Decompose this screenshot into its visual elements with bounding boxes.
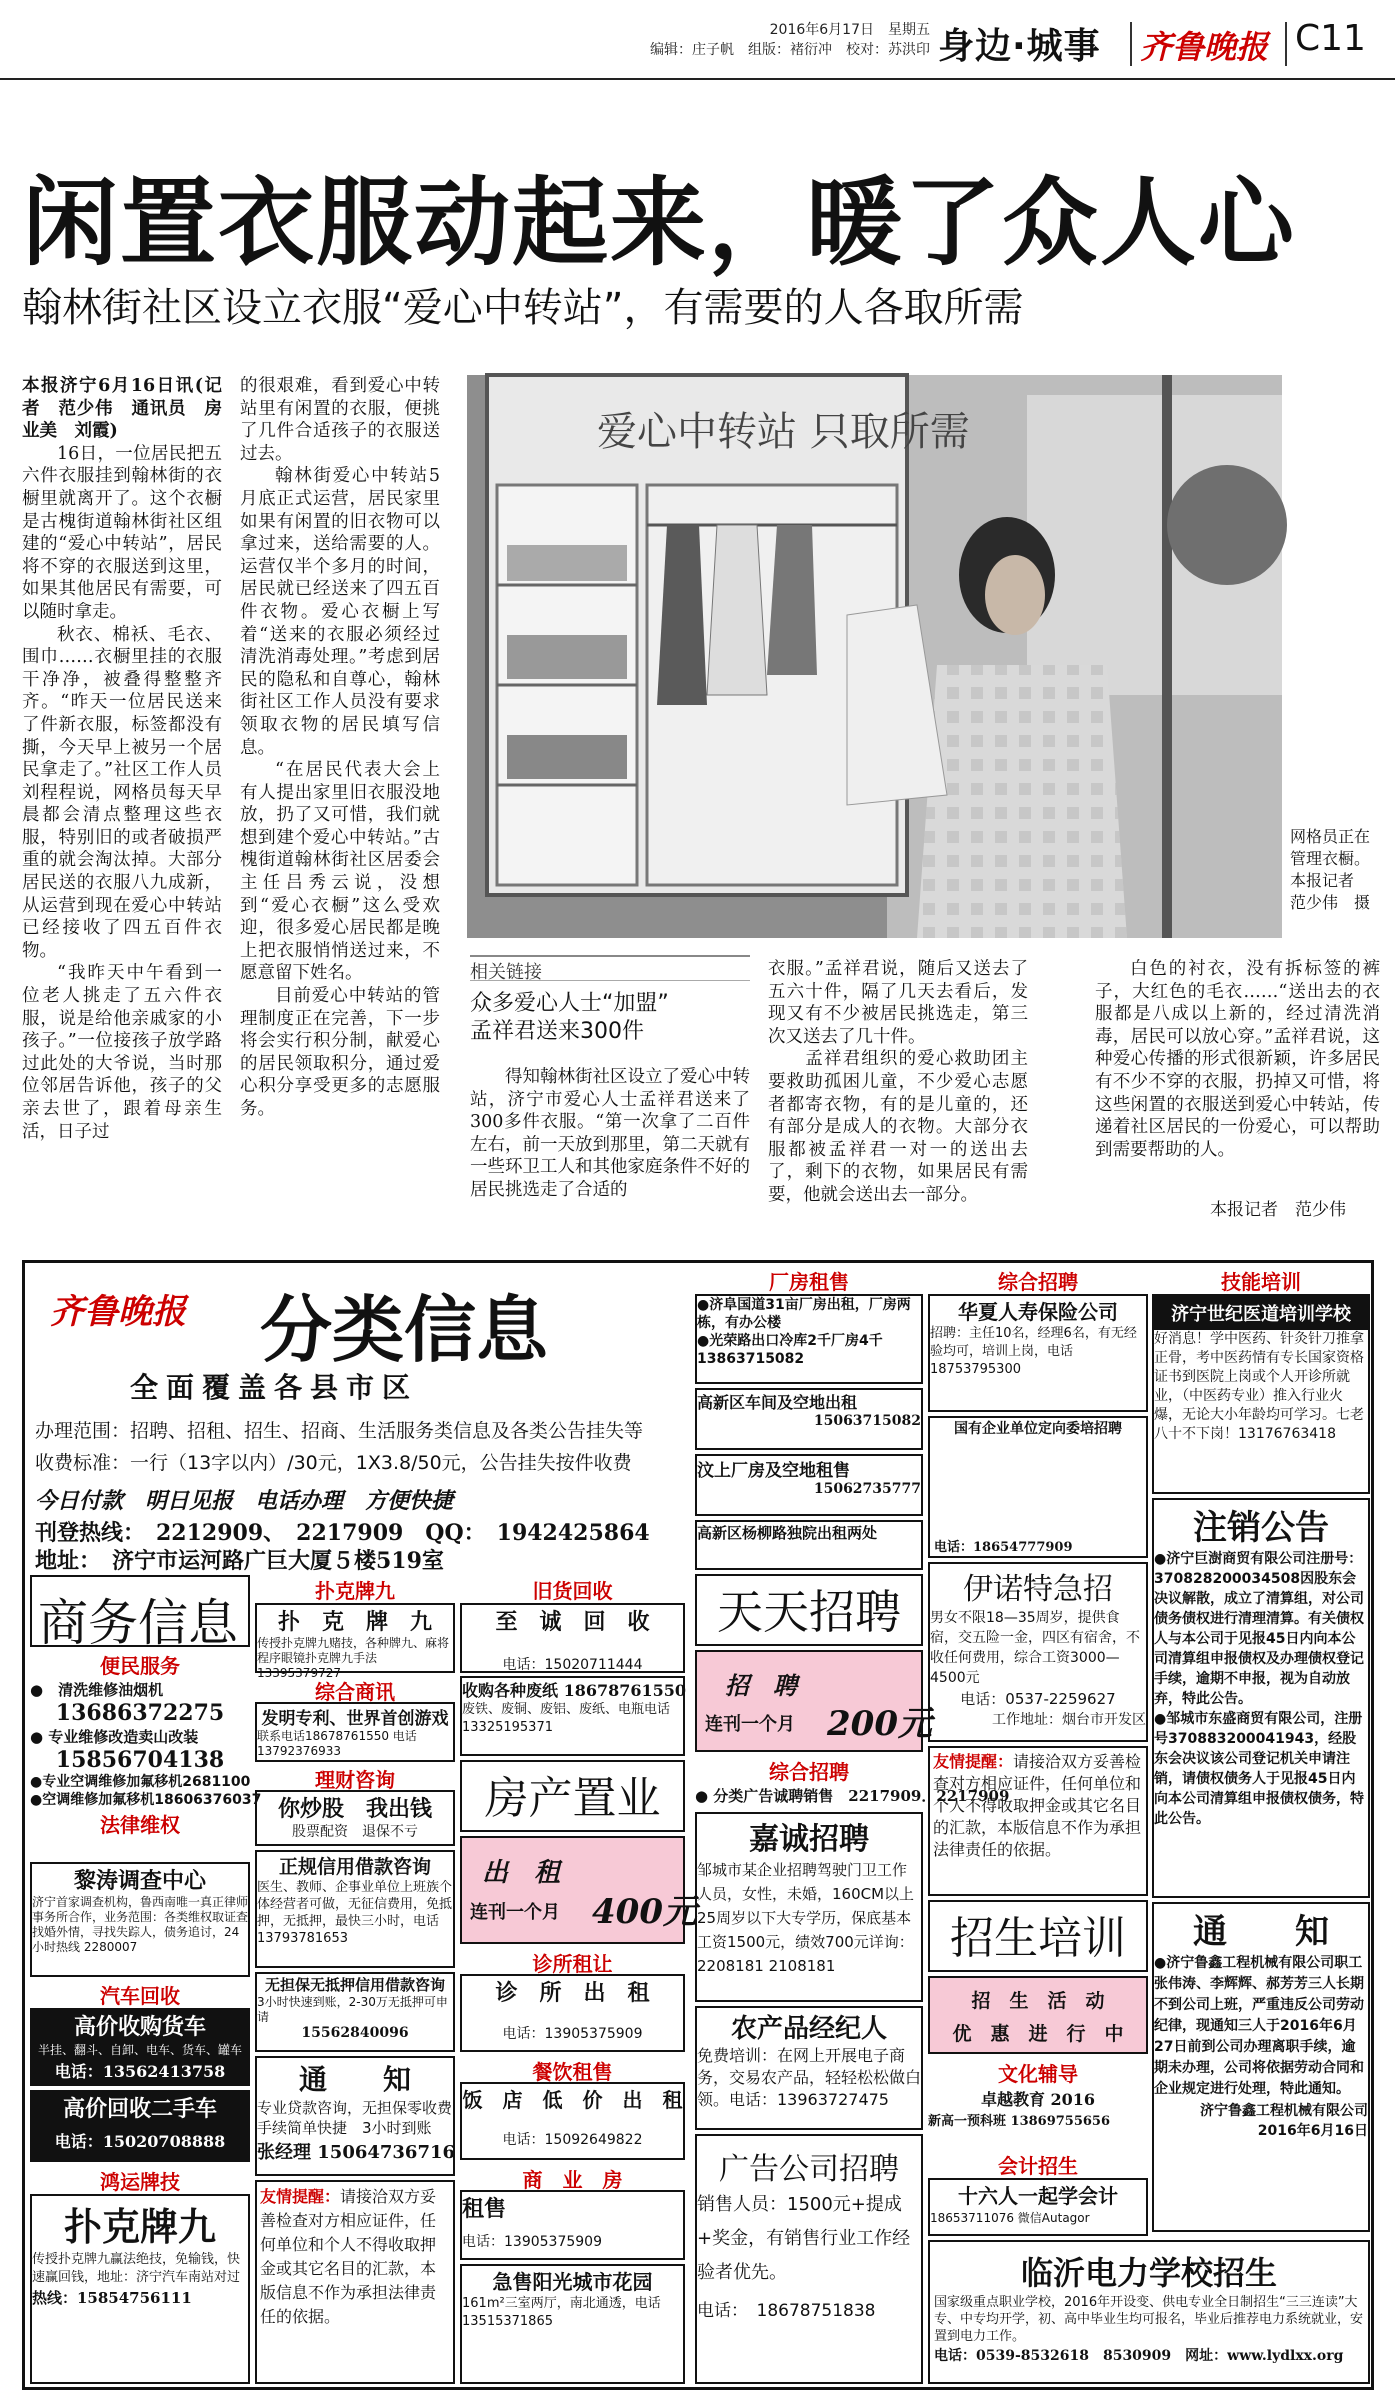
ad-agri-broker	[695, 2006, 923, 2130]
paragraph: 目前爱心中转站的管理制度正在完善，下一步将会实行积分制，献爱心的居民领取积分，通过爱心积分享受更多的志愿服务。	[240, 986, 440, 1119]
ad-soe-training	[928, 1416, 1148, 1558]
ad-body: 好消息！学中医药、针灸针刀推拿正骨，考中医药情有专长国家资格证书到医院上岗或个人开诊所就业，（中医药专业）推入行业火爆，无论大小年龄均可学习。七老八十不下岗！13176763418	[1154, 1331, 1364, 1442]
classified-coverage: 全面覆盖各县市区	[130, 1371, 419, 1404]
ad-title: 通 知	[1193, 1912, 1329, 1952]
ad-title: 发明专利、世界首创游戏	[261, 1709, 449, 1729]
ad-title: 广告公司招聘	[719, 2152, 899, 2187]
category-heading-junk	[460, 1575, 685, 1601]
category-heading-skills	[1152, 1266, 1370, 1292]
ad-friendly-reminder	[255, 2180, 455, 2384]
ad-wenshang-factory	[695, 1454, 923, 1516]
ad-phone: 15562840096	[301, 2025, 409, 2041]
category-heading: 会计招生	[998, 2154, 1078, 2178]
ad-patent	[255, 1702, 455, 1762]
classified-price: 收费标准：一行（13字以内）/30元，1X3.8/50元，公告挂失按件收费	[35, 1452, 632, 1474]
category-heading-dining	[460, 2056, 685, 2084]
ad-stocks	[255, 1790, 455, 1846]
ad-body: ●邹城市东盛商贸有限公司，注册号370883200041943，经股东会决议该公司登记机关申请注销，请债权债务人于见报45日内向本公司清算组申报债权债务，特此公告。	[1154, 1711, 1364, 1827]
ad-body: 医生、教师、企事业单位上班族个体经营者可做，无征信费用，免抵押，无抵押，最快三小时，电话13793781653	[257, 1880, 453, 1946]
category-heading-finance	[255, 1764, 455, 1792]
ad-linyi-electric	[928, 2240, 1370, 2384]
ad-body: ●济宁鲁鑫工程机械有限公司职工张伟涛、李辉辉、郝芳芳三人长期不到公司上班，严重违反公司劳动纪律，现通知三人于2016年6月27日前到公司办理离职手续，逾期未办理，公司将依据劳动合同和企业规定进行处理，特此通知。	[1154, 1955, 1364, 2097]
ad-title: 至 诚 回 收	[495, 1609, 650, 1635]
ad-clinic	[460, 1974, 685, 2052]
ad-title: 农产品经纪人	[730, 2014, 887, 2044]
ad-enrollment	[928, 1900, 1148, 1972]
paragraph: “我昨天中午看到一位老人挑走了五六件衣服，说是给他亲戚家的小孩子。”一位接孩子放学路过此处的大爷说，当时那位邻居告诉他，孩子的父亲去世了，跟着母亲生活，日子过	[22, 963, 222, 1142]
category-heading-poker	[255, 1575, 455, 1601]
ad-body: 废铁、废铜、废铝、废纸、电瓶电话13325195371	[462, 1702, 671, 1735]
category-heading: 餐饮租售	[532, 2060, 613, 2084]
ad-phone: 电话：0539-8532618 8530909 网址：www.lydlxx.org	[934, 2348, 1344, 2364]
ad-hiring	[695, 1650, 932, 1752]
ad-phone: 15856704138	[55, 1747, 225, 1773]
category-heading-factory	[695, 1266, 923, 1292]
ad-title: 商务信息	[38, 1594, 238, 1652]
headline: 闲置衣服动起来，暖了众人心	[22, 167, 1296, 279]
ad-title: 扑克牌九	[63, 2204, 216, 2249]
ad-gaoxin-yard	[695, 1520, 923, 1570]
sidebar-column-1: 得知翰林街社区设立了爱心中转站，济宁市爱心人士孟祥君送来了300多件衣服。“第一次拿了二百件左右，前一天放到那里，第二天就有一些环卫工人和其他家庭条件不好的居民挑选走了合适的	[470, 1067, 750, 1200]
ad-body: 传授扑克牌九赢法绝技，免输钱，快速赢回钱，地址：济宁汽车南站对过	[32, 2252, 241, 2285]
ad-title: 伊诺特急招	[963, 1572, 1113, 1607]
sidebar-column-2: 衣服。”孟祥君说，随后又送去了五六十件，隔了几天去看后，发现又有不少被居民挑选走，第三次又送去了几十件。 孟祥君组织的爱心救助团主要救助孤困儿童，不少爱心志愿者都寄衣物，有的是儿童的，还有部分是成人的衣物。大部分衣服都被孟祥君一对一的送出去了，剩下的衣物，如果居民有需要，他就会送出去一部分。	[768, 959, 1028, 1205]
ad-jiacheng	[695, 1812, 923, 2002]
ad-medical-school	[1152, 1294, 1370, 1494]
reminder-text: 请接洽双方妥善检查对方相应证件，任何单位和个人不得收取押金或其它名目的汇款，本版信息不作为承担法律责任的依据。	[933, 1752, 1142, 1859]
category-heading: 汽车回收	[100, 1984, 180, 2008]
ad-body: 3小时快速到账，2-30万无抵押可申请	[257, 1995, 448, 2024]
ad-subtitle: 优 惠 进 行 中	[952, 2023, 1124, 2045]
ad-line: ● 分类广告诚聘销售 2217909．2217909	[695, 1787, 1010, 1805]
ad-body: 男女不限18—35周岁，提供食宿，交五险一金，四区有宿舍，不收任何费用，综合工资3000—4500元	[930, 1610, 1140, 1686]
ad-phone: 热线：15854756111	[32, 2289, 192, 2307]
ad-title: 高新区车间及空地出租	[697, 1393, 858, 1412]
ad-price: 200元	[827, 1704, 932, 1744]
paragraph: “在居民代表大会上有人提出家里旧衣服没地放，扔了又可惜，我们就想到建个爱心中转站。”古槐街道翰林街社区居委会主任吕秀云说，没想到“爱心衣橱”这么受欢迎，很多爱心居民都是晚上把衣服悄悄送过来，不愿意留下姓名。	[240, 760, 440, 984]
ad-body: 161m²三室两厅，南北通透，电话13515371865	[462, 2296, 661, 2329]
category-heading: 文化辅导	[998, 2062, 1078, 2086]
ad-line: ●空调维修加氟移机18606376037	[30, 1792, 262, 1808]
ad-phone: 15063715082	[813, 1413, 921, 1429]
ad-title: 汶上厂房及空地租售	[697, 1461, 850, 1481]
classified-masthead	[30, 1266, 695, 1574]
category-heading: 综合招聘	[998, 1270, 1078, 1294]
reminder-text: 请接洽双方妥善检查对方相应证件，任何单位和个人不得收取押金或其它名目的汇款，本版信息不作为承担法律责任的依据。	[260, 2187, 437, 2326]
ad-title: 十六人一起学会计	[958, 2184, 1118, 2208]
ad-ad-company	[695, 2134, 923, 2384]
reminder-label: 友情提醒：	[933, 1752, 1014, 1771]
ad-title: 天天招聘	[717, 1585, 901, 1639]
classified-scope: 办理范围：招聘、招租、招生、招商、生活服务类信息及各类公告挂失等	[35, 1420, 644, 1442]
ad-promo	[928, 1976, 1148, 2054]
ad-title: 高价收购货车	[73, 2014, 206, 2040]
classified-phone: 刊登热线： 2212909、 2217909 QQ： 1942425864	[35, 1520, 650, 1546]
paragraph: 的很艰难，看到爱心中转站里有闲置的衣服，便挑了几件合适孩子的衣服送过去。	[240, 376, 440, 464]
ad-cards	[30, 2194, 250, 2384]
ad-line: ● 清洗维修油烟机	[30, 1681, 164, 1699]
dateline: 本报济宁6月16日讯(记者 范少伟 通讯员 房业美 刘霞)	[22, 376, 222, 442]
classified-address: 地址： 济宁市运河路广巨大厦５楼519室	[35, 1548, 444, 1574]
ad-phone: 电话：15020711444	[502, 1657, 643, 1673]
ad-body: 股票配资 退保不亏	[292, 1824, 418, 1840]
section-name: 身边·城事	[938, 26, 1101, 67]
ad-factory	[695, 1294, 923, 1384]
ad-body: 连刊一个月	[470, 1902, 560, 1923]
ad-title: 济宁世纪医道培训学校	[1154, 1296, 1368, 1330]
ad-line: ●济阜国道31亩厂房出租，厂房两栋，有办公楼	[697, 1297, 911, 1331]
ad-restaurant	[460, 2082, 685, 2160]
ad-title: 房产置业	[484, 1773, 661, 1824]
ad-body: 免费培训：在网上开展电子商务，交易农产品，轻轻松松做白领。电话：13963727475	[697, 2046, 922, 2109]
ad-body: ●济宁巨澍商贸有限公司注册号：370828200034508因股东会决议解散，成立了清算组，对公司债务债权进行清理清算。有关债权人与本公司于见报45日内向本公司清算组申报债权及办理债权登记手续，逾期不申报，视为自动放弃，特此公告。	[1154, 1551, 1364, 1707]
ad-title: 诊 所 出 租	[495, 1980, 650, 2006]
ad-line: ● 专业维修改造卖山改装	[30, 1728, 199, 1746]
ad-title: 你炒股 我出钱	[277, 1796, 432, 1822]
ad-address: 工作地址：烟台市开发区	[992, 1712, 1146, 1728]
newspaper-logo: 齐鲁晚报	[1140, 28, 1269, 66]
ad-title: 卓越教育 2016	[980, 2090, 1096, 2109]
ad-title: 急售阳光城市花园	[492, 2270, 653, 2294]
ad-phone: 电话： 18678751838	[697, 2301, 876, 2321]
category-heading: 法律维权	[100, 1813, 180, 1837]
ad-title: 饭 店 低 价 出 租	[462, 2088, 683, 2112]
paragraph: 翰林街爱心中转站5月底正式运营，居民家里如果有闲置的旧衣物可以拿过来，送给需要的人。运营仅半个多月的时间，居民就已经送来了四五百件衣物。爱心衣橱上写着“送来的衣服必须经过清洗消毒处理。”考虑到居民的隐私和自尊心，翰林街社区工作人员没有要求领取衣物的居民填写信息。	[240, 466, 440, 758]
category-heading: 理财咨询	[315, 1768, 395, 1792]
category-heading: 鸿运牌技	[100, 2170, 180, 2194]
ad-phone: 15062735777	[813, 1481, 921, 1497]
ad-title: 嘉诚招聘	[749, 1822, 869, 1857]
ad-phone: 电话：15020708888	[54, 2132, 226, 2151]
ad-phone: 13686372275	[55, 1700, 225, 1726]
ad-signature: 济宁鲁鑫工程机械有限公司	[1200, 2103, 1368, 2119]
category-heading-accounting	[928, 2150, 1148, 2176]
ad-body: 招聘：主任10名，经理6名，有无经验均可，培训上岗，电话18753795300	[930, 1326, 1137, 1377]
ad-tutoring	[928, 2058, 1148, 2148]
subheadline: 翰林街社区设立衣服“爱心中转站”，有需要的人各取所需	[22, 285, 1024, 331]
ad-phone: 电话：13905375909	[502, 2026, 643, 2042]
category-heading: 综合商讯	[315, 1680, 395, 1704]
category-heading: 扑克牌九	[315, 1579, 395, 1603]
category-heading: 诊所租让	[532, 1952, 613, 1976]
ad-title: 华夏人寿保险公司	[958, 1300, 1118, 1324]
ad-title: 高新区杨柳路独院出租两处	[697, 1524, 878, 1542]
paragraph: 秋衣、棉袄、毛衣、围巾……衣橱里挂的衣服干净净，被叠得整整齐齐。“昨天一位居民送来了件新衣服，标签都没有撕，今天早上被另一个居民拿走了。”社区工作人员刘程程说，网格员每天早晨都会清点整理这些衣服，特别旧的或者破损严重的就会淘汰掉。大部分居民送的衣服八九成新，从运营到现在爱心中转站已经接收了四五百件衣物。	[22, 624, 222, 961]
category-heading-car	[30, 1980, 250, 2006]
ad-rent	[460, 1836, 697, 1944]
page-number: C11	[1295, 18, 1366, 59]
ad-body: 半挂、翻斗、自卸、电车、货车、罐车	[37, 2043, 242, 2057]
ad-body: 传授扑克牌九赌技，各种牌九、麻将程序眼镜扑克牌九手法 13395379727	[257, 1636, 450, 1680]
ad-real-estate	[460, 1760, 685, 1832]
photo-caption: 网格员正在管理衣橱。本报记者 范少伟 摄	[1290, 827, 1371, 912]
ad-huaxia	[928, 1294, 1148, 1412]
ad-title: 收购各种废纸 18678761550	[462, 1681, 687, 1700]
ad-title: 招 聘	[725, 1671, 797, 1700]
ad-credit-loan	[255, 1850, 455, 1968]
ad-body: 销售人员：1500元+提成+奖金，有销售行业工作经验者优先。	[697, 2194, 911, 2283]
ad-daily-jobs	[695, 1574, 923, 1646]
ad-recycling	[460, 1603, 685, 1673]
ad-accounting	[928, 2178, 1148, 2236]
ad-line: ●光荣路出口冷库2千厂房4千 13863715082	[697, 1333, 883, 1367]
ad-notice	[1152, 1902, 1370, 2232]
category-heading: 技能培训	[1221, 1270, 1301, 1294]
ad-poker	[255, 1603, 455, 1680]
ad-date: 2016年6月16日	[1257, 2123, 1368, 2139]
ad-title: 临沂电力学校招生	[1020, 2254, 1277, 2292]
photo-illustration	[467, 375, 1282, 938]
category-heading: 旧货回收	[532, 1579, 613, 1603]
sidebar-title: 众多爱心人士“加盟” 孟祥君送来300件	[470, 991, 669, 1044]
ad-title: 正规信用借款咨询	[278, 1856, 431, 1878]
ad-body: 国家级重点职业学校，2016年开设变、供电专业全日制招生“三三连读”大专、中专均开学，初、高中毕业生均可报名，毕业后推荐电力系统就业，安置到电力工作。	[934, 2295, 1364, 2344]
ad-title: 国有企业单位定向委培招聘	[954, 1421, 1122, 1437]
ad-title: 通 知	[298, 2063, 411, 2096]
article-column-2	[240, 375, 440, 1175]
category-heading-clinic	[460, 1948, 685, 1976]
ad-waste-paper	[460, 1676, 685, 1756]
date-line: 2016年6月17日 星期五	[769, 22, 930, 38]
category-heading: 便民服务	[100, 1654, 180, 1678]
sidebar-label: 相关链接	[470, 962, 542, 983]
ad-title: 招 生 活 动	[971, 1990, 1105, 2012]
category-heading: 厂房租售	[769, 1270, 849, 1294]
sidebar-column-3: 白色的衬衣，没有拆标签的裤子，大红色的毛衣……“送出去的衣服都是八成以上新的，经过清洗消毒，居民可以放心穿。”孟祥君说，这种爱心传播的形式很新颖，许多居民有不少不穿的衣服，扔掉又可惜，将这些闲置的衣服送到爱心中转站，传递着社区居民的一份爱心，可以帮助到需要帮助的人。	[1095, 959, 1380, 1160]
category-heading-commerce	[255, 1676, 455, 1704]
ad-reminder-2	[928, 1746, 1148, 1896]
classified-logo: 齐鲁晚报	[50, 1292, 186, 1332]
ad-yinuo	[928, 1562, 1148, 1742]
ad-price: 400元	[592, 1892, 697, 1932]
category-heading-cards	[30, 2166, 250, 2192]
ad-phone: 张经理 15064736716	[257, 2142, 456, 2163]
divider	[1130, 22, 1132, 66]
photo-sign-text: 爱心中转站 只取所需	[597, 409, 970, 455]
editor-line: 编辑：庄子帆 组版：褚衍冲 校对：苏洪印	[650, 42, 930, 58]
ad-body: 连刊一个月	[705, 1714, 795, 1735]
ad-phone: 电话：0537-2259627	[960, 1690, 1116, 1708]
ad-phone: 电话：15092649822	[502, 2132, 643, 2148]
ad-title: 租售	[462, 2196, 507, 2222]
ad-body: 新高一预科班 13869755656	[928, 2114, 1111, 2129]
ad-phone: 电话：13562413758	[54, 2062, 226, 2081]
ad-title: 注销公告	[1193, 1508, 1329, 1548]
paragraph: 16日，一位居民把五六件衣服挂到翰林街的衣橱里就离开了。这个衣橱是古槐街道翰林街社区组建的“爱心中转站”，居民将不穿的衣服送到这里，如果其他居民有需要，可以随时拿走。	[22, 443, 222, 622]
ad-truck-buy	[30, 2008, 250, 2086]
reminder-label: 友情提醒：	[260, 2187, 341, 2206]
category-heading-commercial	[460, 2164, 685, 2192]
ad-body: 济宁首家调查机构，鲁西南唯一真正律师事务所合作，业务范围：各类维权取证查找婚外情，寻找失踪人，债务追讨，24小时热线 2280007	[32, 1895, 249, 1954]
header-meta	[600, 20, 930, 60]
ad-line: ●专业空调维修加氟移机2681100	[30, 1774, 251, 1790]
ad-convenience	[30, 1650, 262, 1860]
ad-title: 无担保无抵押信用借款咨询	[264, 1976, 445, 1994]
ad-phone: 电话：18654777909	[934, 1540, 1073, 1555]
ad-lease	[460, 2190, 685, 2260]
ad-business-info	[30, 1575, 250, 1652]
classified-title: 分类信息	[260, 1287, 549, 1372]
article-column-1	[22, 375, 222, 1175]
ad-unsecured-loan	[255, 1972, 455, 2052]
ad-gaoxin-workshop	[695, 1388, 923, 1450]
ad-phone: 18653711076 微信Autagor	[930, 2211, 1090, 2225]
header-rule	[0, 78, 1395, 80]
classified-slogan: 今日付款 明日见报 电话办理 方便快捷	[35, 1488, 454, 1514]
ad-title: 高价回收二手车	[62, 2096, 217, 2122]
divider	[1285, 22, 1287, 66]
ad-title: 黎涛调查中心	[73, 1868, 206, 1894]
ad-house-sale	[460, 2264, 685, 2384]
ad-title: 招生培训	[950, 1913, 1126, 1964]
category-heading-jobs	[928, 1266, 1148, 1292]
ad-phone: 电话：13905375909	[462, 2234, 602, 2250]
category-heading: 商 业 房	[522, 2168, 623, 2192]
article-photo	[467, 375, 1282, 938]
ad-notice-loan	[255, 2056, 455, 2176]
category-heading: 综合招聘	[769, 1760, 849, 1784]
byline: 本报记者 范少伟	[1210, 1200, 1346, 1220]
ad-cancellation-notice	[1152, 1498, 1370, 1898]
ad-used-car	[30, 2090, 250, 2162]
ad-title: 出 租	[482, 1858, 561, 1888]
ad-investigation	[30, 1862, 250, 1977]
ad-body: 联系电话18678761550 电话13792376933	[257, 1729, 417, 1758]
ad-body: 专业贷款咨询，无担保零收费手续简单快捷 3小时到账	[257, 2099, 453, 2137]
ad-title: 扑 克 牌 九	[277, 1609, 432, 1635]
ad-body: 邹城市某企业招聘驾驶门卫工作人员，女性，未婚，160CM以上25周岁以下大专学历，保底基本工资1500元，绩效700元详询：2208181 2108181	[697, 1861, 915, 1975]
